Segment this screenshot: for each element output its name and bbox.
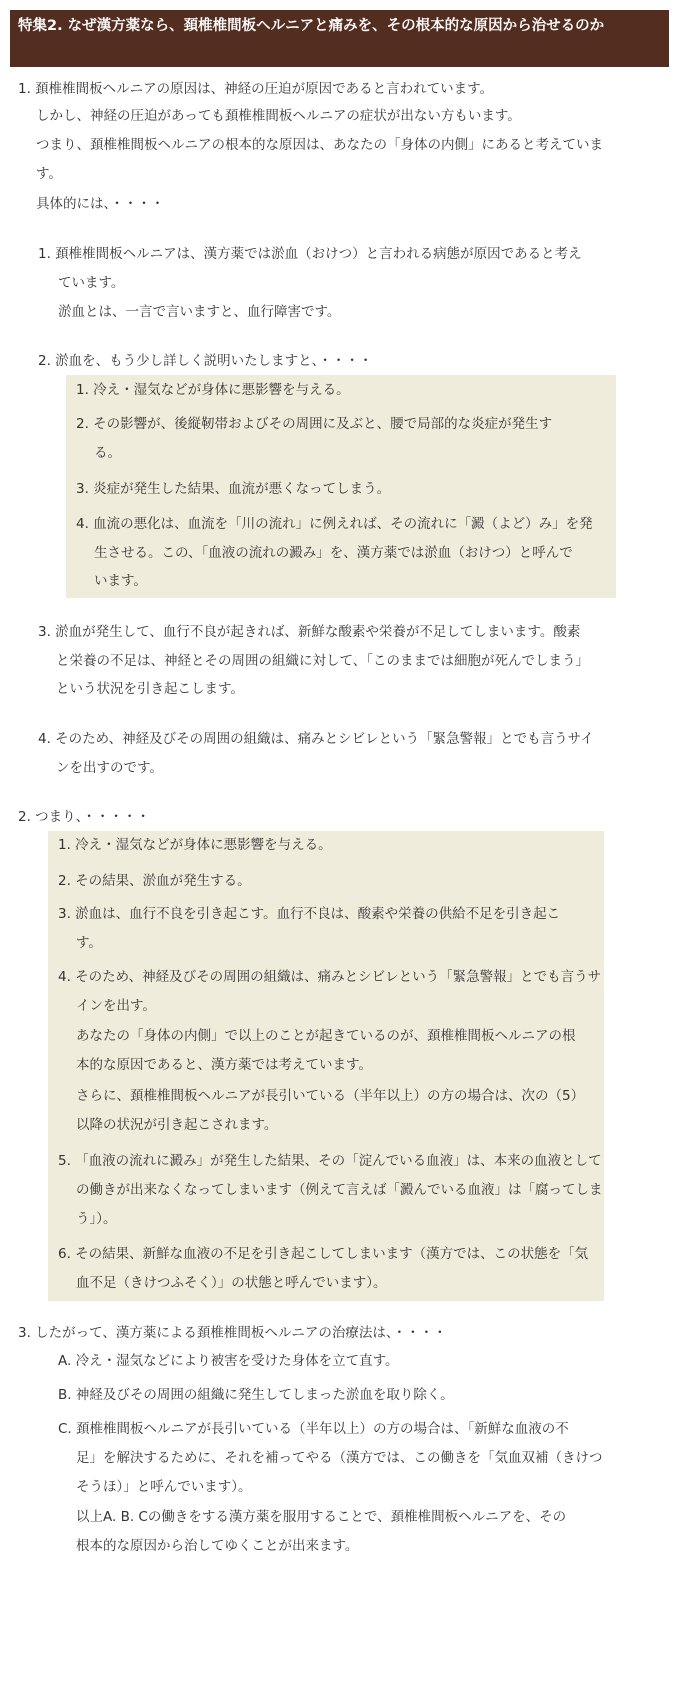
text-line: 3. 淤血は、血行不良を引き起こす。血行不良は、酸素や栄養の供給不足を引き起こ: [58, 906, 561, 922]
text-line: 血不足（きけつふそく）」の状態と呼んでいます）。: [76, 1275, 387, 1291]
text-line: 1. 冷え・湿気などが身体に悪影響を与える。: [76, 382, 350, 398]
text-line: る。: [94, 445, 121, 461]
text-line: しかし、神経の圧迫があっても頚椎椎間板ヘルニアの症状が出ない方もいます。: [36, 108, 521, 124]
text-line: 5. 「血液の流れに澱み」が発生した結果、その「淀んでいる血液」は、本来の血液として: [58, 1153, 602, 1169]
text-line: 以上A. B. Cの働きをする漢方薬を服用することで、頚椎椎間板ヘルニアを、その: [76, 1509, 567, 1525]
text-line: す。: [36, 166, 62, 182]
text-line: C. 頚椎椎間板ヘルニアが長引いている（半年以上）の方の場合は、「新鮮な血液の不: [58, 1421, 569, 1437]
text-line: 淤血とは、一言で言いますと、血行障害です。: [58, 304, 341, 320]
section-header: [10, 10, 669, 67]
text-line: A. 冷え・湿気などにより被害を受けた身体を立て直す。: [58, 1353, 399, 1369]
text-line: 6. その結果、新鮮な血液の不足を引き起こしてしまいます（漢方では、この状態を「気: [58, 1246, 589, 1262]
text-line: す。: [76, 935, 102, 951]
text-line: さらに、頚椎椎間板ヘルニアが長引いている（半年以上）の方の場合は、次の（5）: [76, 1088, 585, 1104]
text-line: 3. 炎症が発生した結果、血流が悪くなってしまう。: [76, 481, 391, 497]
section-title: 特集2. なぜ漢方薬なら、頚椎椎間板ヘルニアと痛みを、その根本的な原因から治せるのか: [18, 18, 605, 34]
text-line: 4. 血流の悪化は、血流を「川の流れ」に例えれば、その流れに「澱（よど）み」を発: [76, 516, 593, 532]
text-line: という状況を引き起こします。: [56, 681, 244, 697]
text-line: 2. その影響が、後縦靭帯およびその周囲に及ぶと、腰で局部的な炎症が発生す: [76, 416, 553, 432]
text-line: 2. 淤血を、もう少し詳しく説明いたしますと、・・・・: [38, 353, 373, 369]
text-line: います。: [94, 573, 147, 589]
text-line: 4. そのため、神経及びその周囲の組織は、痛みとシビレという「緊急警報」とでも言うサ: [58, 969, 602, 985]
text-line: 3. 淤血が発生して、血行不良が起きれば、新鮮な酸素や栄養が不足してしまいます。酸素: [38, 624, 581, 640]
text-line: 2. その結果、淤血が発生する。: [58, 873, 251, 889]
text-line: ています。: [58, 275, 125, 291]
text-line: と栄養の不足は、神経とその周囲の組織に対して、「このままでは細胞が死んでしまう」: [56, 653, 589, 669]
text-line: あなたの「身体の内側」で以上のことが起きているのが、頚椎椎間板ヘルニアの根: [76, 1028, 576, 1044]
text-line: 1. 頚椎椎間板ヘルニアの原因は、神経の圧迫が原因であると言われています。: [18, 81, 494, 97]
text-line: 足」を解決するために、それを補ってやる（漢方では、この働きを「気血双補（きけつ: [76, 1450, 603, 1466]
text-line: インを出す。: [76, 998, 156, 1014]
text-line: 以降の状況が引き起こされます。: [76, 1117, 278, 1133]
text-line: 根本的な原因から治してゆくことが出来ます。: [76, 1538, 359, 1554]
text-line: の働きが出来なくなってしまいます（例えて言えば「澱んでいる血液」は「腐ってしま: [76, 1182, 603, 1198]
text-line: ンを出すのです。: [56, 760, 163, 776]
text-line: つまり、頚椎椎間板ヘルニアの根本的な原因は、あなたの「身体の内側」にあると考えていま: [36, 137, 603, 153]
text-line: 1. 冷え・湿気などが身体に悪影響を与える。: [58, 837, 332, 853]
text-line: 1. 頚椎椎間板ヘルニアは、漢方薬では淤血（おけつ）と言われる病態が原因であると考え: [38, 246, 582, 262]
text-line: 具体的には、・・・・: [36, 196, 165, 212]
text-line: B. 神経及びその周囲の組織に発生してしまった淤血を取り除く。: [58, 1387, 454, 1403]
text-line: そうほ）」と呼んでいます）。: [76, 1479, 252, 1495]
text-line: 4. そのため、神経及びその周囲の組織は、痛みとシビレという「緊急警報」とでも言うサイ: [38, 731, 594, 747]
text-line: 生させる。この、「血液の流れの澱み」を、漢方薬では淤血（おけつ）と呼んで: [94, 545, 573, 561]
text-line: 3. したがって、漢方薬による頚椎椎間板ヘルニアの治療法は、・・・・: [18, 1325, 447, 1341]
text-line: 2. つまり、・・・・・: [18, 809, 150, 825]
text-line: う」）。: [76, 1211, 117, 1227]
text-line: 本的な原因であると、漢方薬では考えています。: [76, 1057, 372, 1073]
